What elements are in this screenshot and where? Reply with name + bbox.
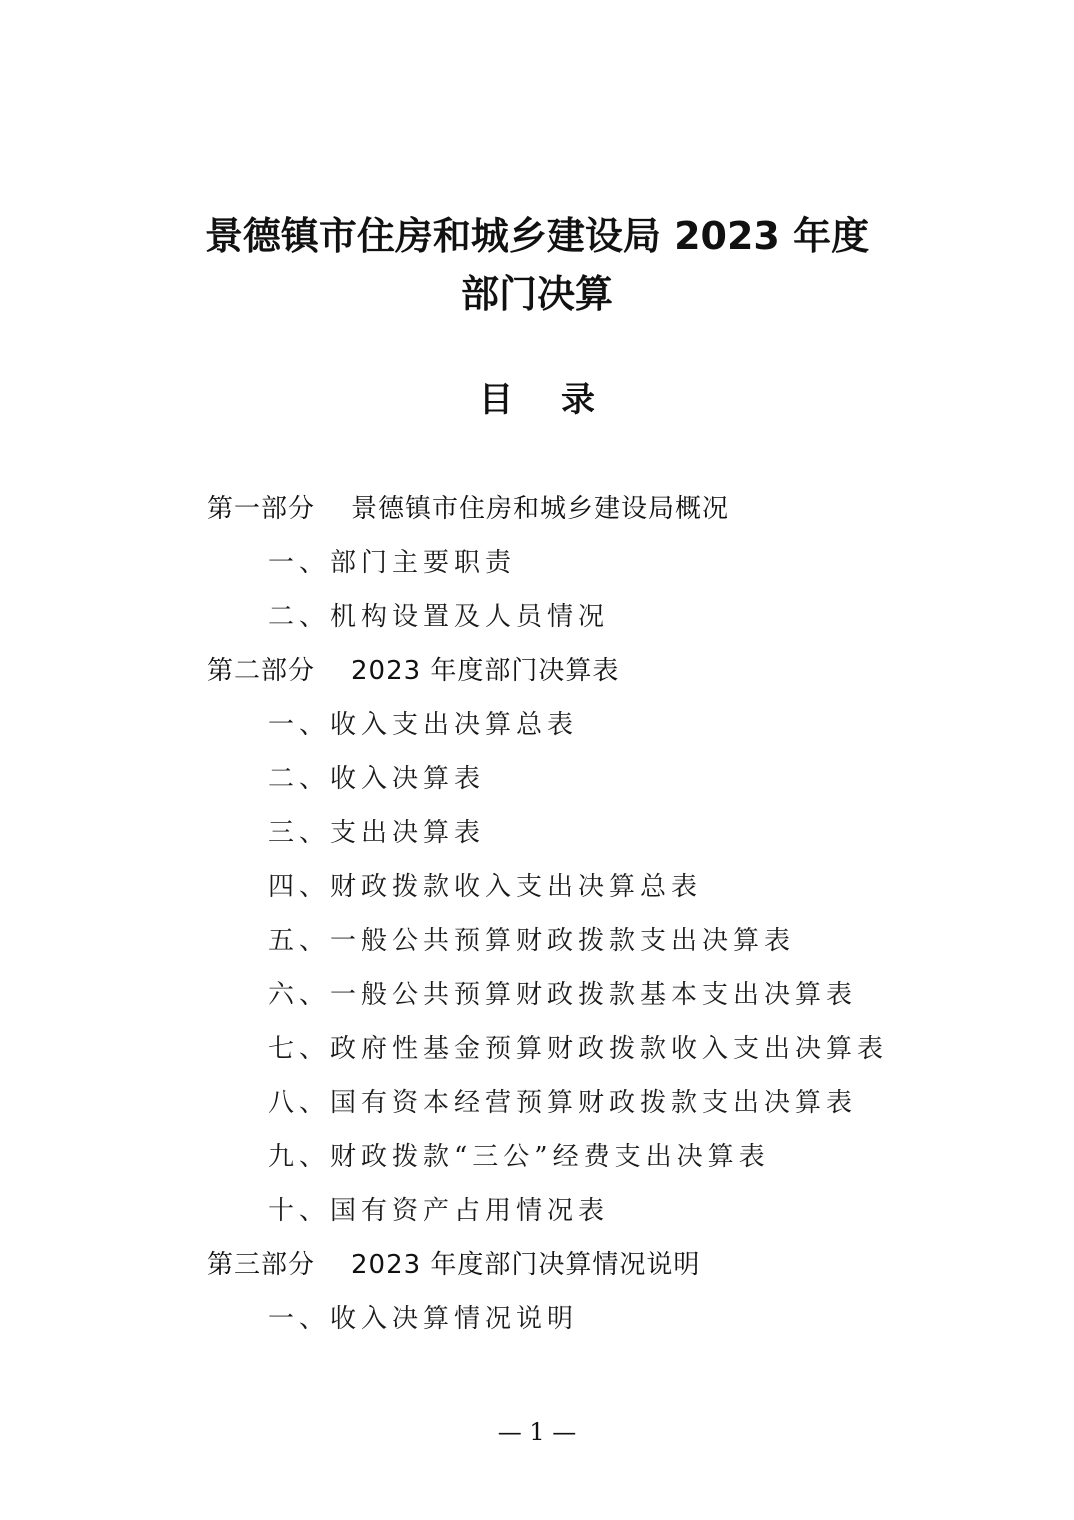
toc-heading: 目录: [479, 380, 643, 420]
toc-part-title: 2023 年度部门决算表: [351, 656, 620, 686]
toc-part-number: 第二部分: [207, 656, 316, 686]
toc-item: 一、收入支出决算总表: [268, 710, 579, 740]
toc-part-3: [0, 1238, 1074, 1292]
toc-item: 五、一般公共预算财政拨款支出决算表: [268, 926, 796, 956]
toc-item: 七、政府性基金预算财政拨款收入支出决算表: [268, 1034, 889, 1064]
toc-item: 九、财政拨款“三公”经费支出决算表: [268, 1142, 770, 1172]
toc-item: 四、财政拨款收入支出决算总表: [268, 872, 703, 902]
toc-part-2: [0, 644, 1074, 698]
toc-part-number: 第三部分: [207, 1250, 316, 1280]
toc-part-1: [0, 482, 1074, 536]
toc-item: 一、收入决算情况说明: [268, 1304, 579, 1334]
document-title-line-1: 景德镇市住房和城乡建设局 2023 年度: [204, 214, 870, 258]
toc-part-title: 景德镇市住房和城乡建设局概况: [351, 494, 730, 524]
toc-item: 六、一般公共预算财政拨款基本支出决算表: [268, 980, 858, 1010]
table-of-contents: [0, 482, 1074, 1346]
toc-part-number: 第一部分: [207, 494, 316, 524]
toc-item: 一、部门主要职责: [268, 548, 517, 578]
toc-item: 二、机构设置及人员情况: [268, 602, 610, 632]
toc-item: 二、收入决算表: [268, 764, 486, 794]
toc-item: 十、国有资产占用情况表: [268, 1196, 610, 1226]
toc-item: 三、支出决算表: [268, 818, 486, 848]
toc-part-title: 2023 年度部门决算情况说明: [351, 1250, 701, 1280]
document-title-line-2: 部门决算: [460, 272, 613, 316]
page-number: — 1 —: [497, 1418, 577, 1446]
toc-item: 八、国有资本经营预算财政拨款支出决算表: [268, 1088, 858, 1118]
